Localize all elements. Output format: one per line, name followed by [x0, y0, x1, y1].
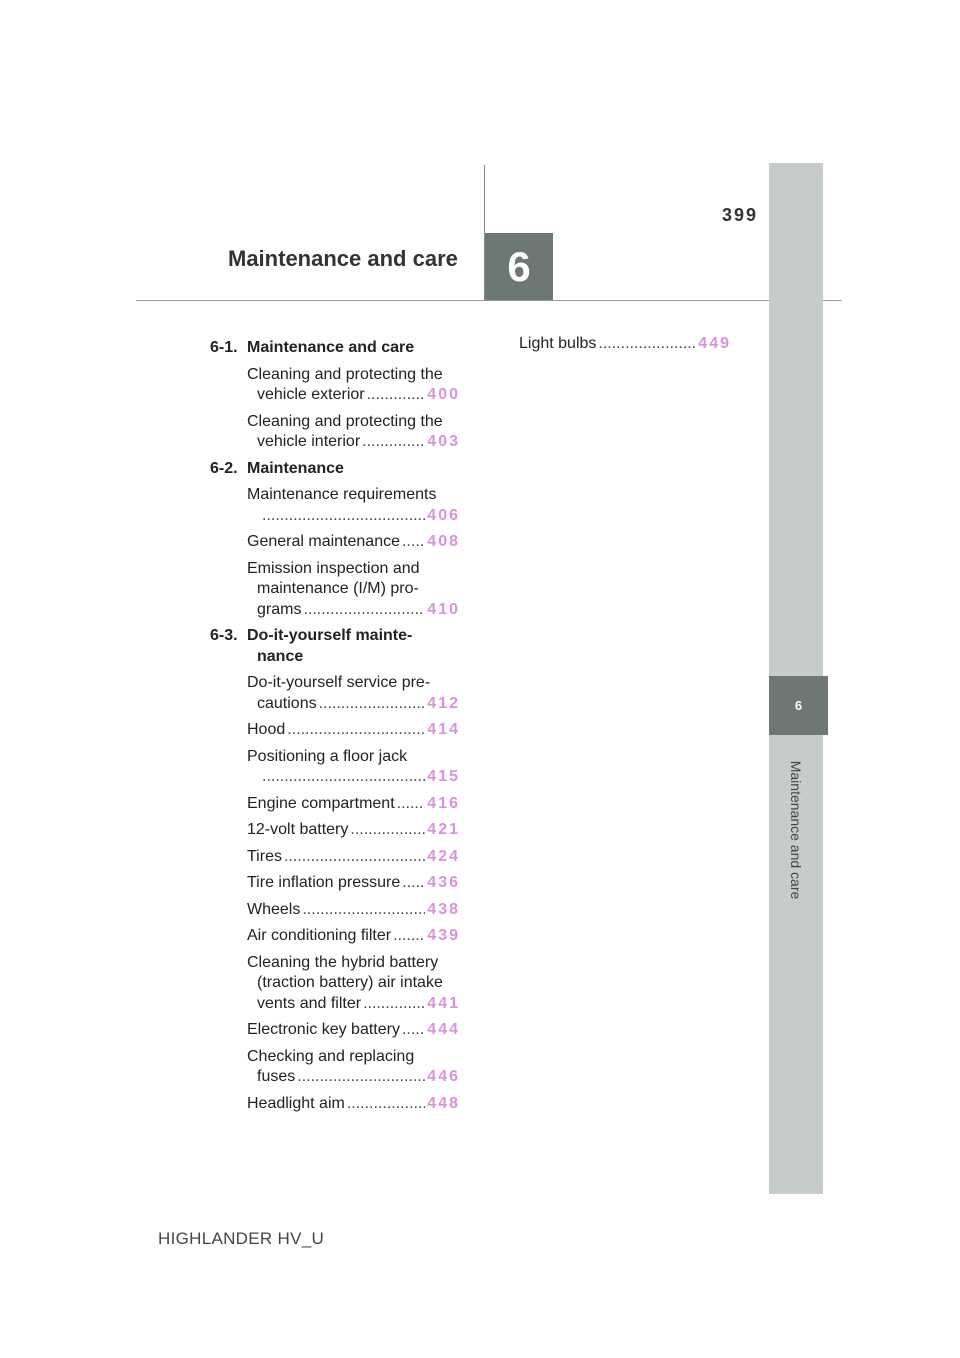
toc-entry[interactable]: Tire inflation pressure ..... 436: [210, 873, 460, 894]
toc-entry[interactable]: 12-volt battery ..... 421: [210, 820, 460, 841]
page-link[interactable]: 415: [427, 768, 460, 785]
toc-entry[interactable]: Positioning a floor jack ..... 415: [210, 747, 460, 788]
toc-section-heading: 6-2. Maintenance: [210, 459, 344, 477]
toc-entry[interactable]: Do-it-yourself service pre- cautions ..... 412: [210, 673, 460, 714]
toc-entry[interactable]: Wheels ..... 438: [210, 900, 460, 921]
footer-model-name: HIGHLANDER HV_U: [158, 1229, 325, 1248]
toc-entry[interactable]: Tires ..... 424: [210, 847, 460, 868]
page-link[interactable]: 408: [427, 533, 460, 550]
page-link[interactable]: 406: [427, 506, 460, 524]
page-link[interactable]: 400: [427, 386, 460, 403]
page-link[interactable]: 424: [427, 847, 460, 865]
toc-entry[interactable]: Cleaning and protecting the vehicle exterior ..... 400: [210, 365, 460, 406]
chapter-title: Maintenance and care: [228, 246, 458, 271]
toc-entry[interactable]: Light bulbs ..... 449: [519, 334, 731, 355]
page-number: 399: [721, 205, 758, 225]
toc-entry[interactable]: Engine compartment ..... 416: [210, 794, 460, 815]
toc-entry[interactable]: Electronic key battery ..... 444: [210, 1020, 460, 1041]
page-link[interactable]: 414: [427, 721, 460, 738]
page-link[interactable]: 416: [427, 794, 460, 812]
page-link[interactable]: 439: [427, 927, 460, 944]
toc-entry[interactable]: Headlight aim ..... 448: [210, 1094, 460, 1115]
toc-section-heading: 6-3. Do-it-yourself mainte- nance: [210, 627, 413, 665]
toc-entry[interactable]: Checking and replacing fuses ..... 446: [210, 1047, 460, 1088]
header-horizontal-rule: [136, 300, 842, 301]
page-link[interactable]: 438: [427, 900, 460, 918]
toc-section-heading: 6-1. Maintenance and care: [210, 339, 415, 356]
page-link[interactable]: 421: [427, 821, 460, 838]
side-tab-chapter-title: Maintenance and care: [788, 760, 804, 900]
page-link[interactable]: 446: [427, 1068, 460, 1085]
page-link[interactable]: 449: [698, 335, 731, 352]
side-tab-chapter-number: 6: [769, 676, 828, 735]
toc-entry[interactable]: Air conditioning filter ..... 439: [210, 926, 460, 947]
page-link[interactable]: 441: [427, 994, 460, 1012]
page-link[interactable]: 444: [427, 1021, 460, 1038]
page-link[interactable]: 403: [427, 433, 460, 450]
page-link[interactable]: 448: [427, 1094, 460, 1112]
toc-entry[interactable]: Cleaning the hybrid battery (traction battery) air intake vents and filter ..... 441: [210, 953, 460, 1015]
chapter-number-box: 6: [485, 233, 553, 300]
page-link[interactable]: 410: [427, 600, 460, 618]
toc-entry[interactable]: Hood ..... 414: [210, 720, 460, 741]
toc-left-column: [210, 338, 460, 1120]
toc-entry[interactable]: General maintenance ..... 408: [210, 532, 460, 553]
page-link[interactable]: 436: [427, 874, 460, 891]
toc-entry[interactable]: Maintenance requirements ..... 406: [210, 485, 460, 526]
toc-right-column: [519, 334, 731, 361]
toc-entry[interactable]: Cleaning and protecting the vehicle interior ..... 403: [210, 412, 460, 453]
toc-entry[interactable]: Emission inspection and maintenance (I/M) pro- grams ..... 410: [210, 559, 460, 621]
page-link[interactable]: 412: [427, 694, 460, 712]
